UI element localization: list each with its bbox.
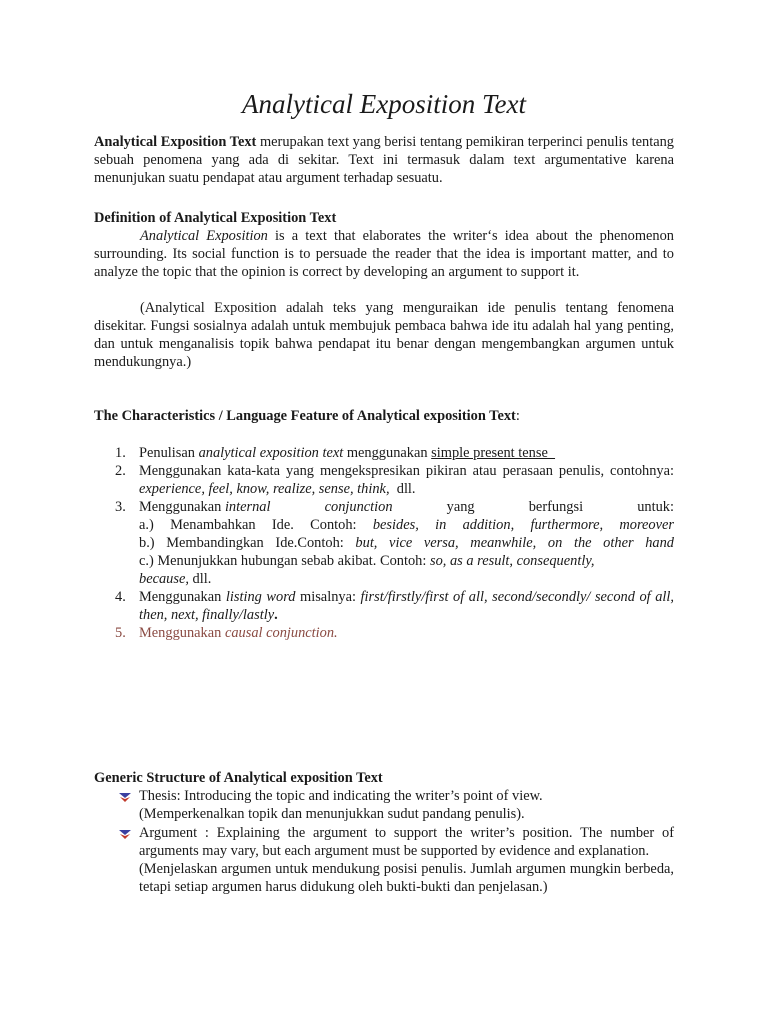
sub-item-examples: because, (139, 571, 189, 587)
item-text: Menggunakan (139, 499, 222, 515)
list-number: 3. (115, 499, 126, 515)
definition-heading: Definition of Analytical Exposition Text (94, 210, 337, 226)
item-term: conjunction (324, 499, 393, 515)
argument-english: Argument : Explaining the argument to support the writer’s position. The number of arguments may vary, but each argument must be supported by evidence and explanation. (139, 825, 674, 859)
item-text: Menggunakan (139, 625, 225, 641)
sub-item-text: dll. (188, 571, 212, 587)
thesis-english: Thesis: Introducing the topic and indicating the writer’s point of view. (139, 788, 543, 804)
characteristics-list (94, 444, 674, 654)
definition-english (94, 227, 674, 281)
characteristics-heading (94, 407, 674, 425)
characteristics-heading-colon: : (515, 408, 520, 424)
item-text: berfungsi (528, 499, 584, 515)
definition-term: Analytical Exposition (140, 228, 268, 244)
characteristics-heading-text: The Characteristics / Language Feature of Analytical exposition Text (94, 408, 516, 424)
list-number: 2. (115, 463, 126, 479)
thesis-indonesian: (Memperkenalkan topik dan menunjukkan sudut pandang penulis). (139, 806, 525, 822)
thesis-text (139, 787, 674, 823)
item-text: dll. (389, 481, 416, 497)
sub-item (139, 534, 674, 552)
structure-list (94, 787, 674, 947)
item-text: Menggunakan (139, 589, 226, 605)
sub-item-examples: so, as a result, consequently, (429, 553, 595, 569)
item-examples: first/firstly/first of all, second/secondly/ second of all, then, next, finally/lastly (139, 589, 674, 623)
sub-item (139, 516, 674, 534)
item-text: Penulisan (139, 445, 199, 461)
item-examples: experience, feel, know, realize, sense, think, (139, 481, 390, 497)
intro-text: merupakan text yang berisi tentang pemikiran terperinci penulis tentang sebuah penomena yang ada di sekitar. Text ini termasuk dalam text argumentative karena menunjukan suatu pendapat atau argument terhadap sesuatu. (94, 134, 674, 186)
definition-english-text: is a text that elaborates the writer‘s idea about the phenomenon surrounding. Its social function is to persuade the reader that the idea is important matter, and to analyze the topic that the opinion is correct by developing an argument to support it. (94, 228, 674, 280)
definition-indonesian: (Analytical Exposition adalah teks yang menguraikan ide penulis tentang fenomena disekitar. Fungsi sosialnya adalah untuk membujuk pembaca bahwa ide itu adalah hal yang penting, dan untuk menganalisis topik bahwa pendapat itu benar dengan mengembangkan argumen untuk mendukungnya.) (94, 300, 674, 370)
item-term: analytical exposition text (198, 445, 344, 461)
arrow-bullet-icon (118, 826, 132, 840)
argument-indonesian: (Menjelaskan argumen untuk mendukung posisi penulis. Jumlah argumen mungkin berbeda, tetapi setiap argumen harus didukung oleh bukti-bukti dan penjelasan.) (139, 861, 674, 895)
sub-item (139, 552, 674, 588)
intro-term: Analytical Exposition Text (94, 134, 257, 150)
item-text: menggunakan (343, 445, 432, 461)
intro-paragraph (94, 133, 674, 187)
list-number: 4. (115, 589, 126, 605)
sub-item-label: c.) Menunjukkan hubungan sebab akibat. Contoh: (139, 553, 430, 569)
item-text: misalnya: (295, 589, 361, 605)
sub-item-examples: besides, in addition, furthermore, moreover (372, 517, 674, 533)
argument-text (139, 824, 674, 896)
item-text: untuk: (637, 499, 674, 515)
sub-item-examples: but, vice versa, meanwhile, on the other hand (355, 535, 674, 551)
item-term: causal conjunction. (224, 625, 338, 641)
page-title: Analytical Exposition Text (242, 89, 526, 119)
item-underlined: simple present tense (431, 445, 556, 461)
sub-item-label: a.) Menambahkan Ide. Contoh: (139, 517, 373, 533)
item-term: listing word (225, 589, 296, 605)
item-term: internal (224, 499, 271, 515)
list-number: 1. (115, 445, 126, 461)
sub-item-label: b.) Membandingkan Ide.Contoh: (139, 535, 356, 551)
structure-heading: Generic Structure of Analytical exposition Text (94, 770, 383, 786)
item-text: yang (446, 499, 475, 515)
arrow-bullet-icon (118, 789, 132, 803)
item-text: Menggunakan kata-kata yang mengekspresikan pikiran atau perasaan penulis, contohnya: (139, 463, 674, 479)
item-text: . (274, 607, 278, 623)
item-first-line (139, 498, 674, 516)
list-number: 5. (115, 625, 126, 641)
